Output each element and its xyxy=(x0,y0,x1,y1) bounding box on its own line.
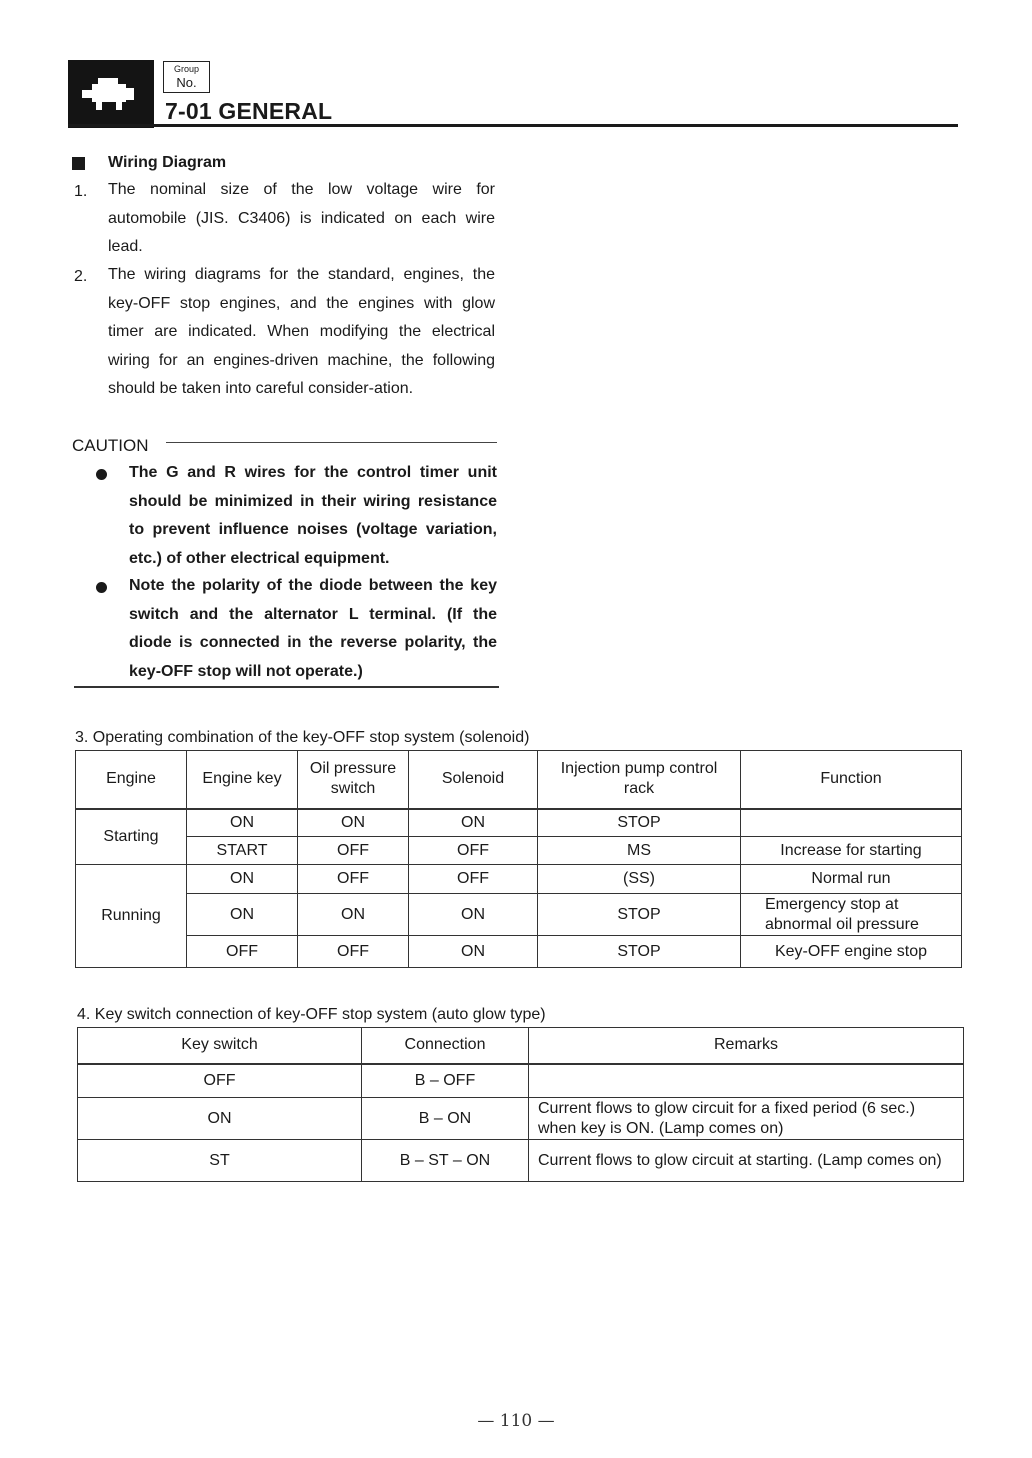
rack-cell: STOP xyxy=(538,809,741,837)
caution-bullet-text: Note the polarity of the diode between the key switch and the alternator L terminal. (If the diode is connected in the reverse polarity, the key-OFF stop will not operate.) xyxy=(129,577,497,680)
group-number-box xyxy=(163,61,210,93)
group-label: Group xyxy=(173,64,199,74)
table-row xyxy=(78,1098,964,1140)
item-number: 2. xyxy=(74,268,88,285)
rack-cell: (SS) xyxy=(538,865,741,894)
header-cell: Key switch xyxy=(78,1028,362,1064)
oil-cell: OFF xyxy=(298,837,409,865)
function-cell: Increase for starting xyxy=(741,837,962,865)
header-cell: Remarks xyxy=(529,1028,964,1064)
caution-bottom-rule xyxy=(74,686,499,688)
key-cell: START xyxy=(187,837,298,865)
key-cell: OFF xyxy=(187,936,298,968)
key-cell: ON xyxy=(187,894,298,936)
item-text: The nominal size of the low voltage wire for automobile (JIS. C3406) is indicated on each wire lead. xyxy=(108,181,495,255)
oil-cell: ON xyxy=(298,809,409,837)
table-row xyxy=(76,809,962,837)
square-bullet-icon xyxy=(72,157,85,170)
title-rule xyxy=(68,124,958,127)
function-cell xyxy=(741,809,962,837)
function-cell: Key-OFF engine stop xyxy=(741,936,962,968)
oil-cell: OFF xyxy=(298,936,409,968)
header-cell: Injection pump control rack xyxy=(538,751,741,809)
rack-cell: MS xyxy=(538,837,741,865)
header-cell: Engine xyxy=(76,751,187,809)
table1-caption: 3. Operating combination of the key-OFF stop system (solenoid) xyxy=(75,729,530,746)
table-row xyxy=(76,837,962,865)
section-heading: Wiring Diagram xyxy=(108,154,227,171)
connection-cell: B – ST – ON xyxy=(362,1140,529,1182)
solenoid-cell: ON xyxy=(409,809,538,837)
rack-cell: STOP xyxy=(538,894,741,936)
group-logo xyxy=(68,60,154,128)
header-cell: Connection xyxy=(362,1028,529,1064)
remarks-cell: Current flows to glow circuit at starting. (Lamp comes on) xyxy=(529,1140,964,1182)
table-row xyxy=(76,865,962,894)
solenoid-cell: ON xyxy=(409,936,538,968)
engine-cell: Running xyxy=(76,865,187,968)
caution-bullet-text: The G and R wires for the control timer unit should be minimized in their wiring resistance to prevent influence noises (voltage variation, etc.) of other electrical equipment. xyxy=(129,464,497,567)
connection-cell: B – ON xyxy=(362,1098,529,1140)
bullet-icon xyxy=(96,469,107,480)
operating-combination-table xyxy=(75,750,962,968)
solenoid-cell: OFF xyxy=(409,837,538,865)
header-cell: Function xyxy=(741,751,962,809)
rack-cell: STOP xyxy=(538,936,741,968)
item-number: 1. xyxy=(74,183,88,200)
item-text: The wiring diagrams for the standard, engines, the key-OFF stop engines, and the engines with glow timer are indicated. When modifying the electrical wiring for an engines-driven machine, the following should be taken into careful consider-ation. xyxy=(108,266,495,397)
engine-cell: Starting xyxy=(76,809,187,865)
caution-rule xyxy=(166,442,497,443)
key-cell: ON xyxy=(187,809,298,837)
header-cell: Engine key xyxy=(187,751,298,809)
solenoid-cell: OFF xyxy=(409,865,538,894)
remarks-cell: Current flows to glow circuit for a fixed period (6 sec.) when key is ON. (Lamp comes on) xyxy=(529,1098,964,1140)
bullet-icon xyxy=(96,582,107,593)
header-cell: Oil pressure switch xyxy=(298,751,409,809)
oil-cell: ON xyxy=(298,894,409,936)
table2-caption: 4. Key switch connection of key-OFF stop system (auto glow type) xyxy=(77,1006,546,1023)
key-cell: ON xyxy=(187,865,298,894)
table-row xyxy=(78,1140,964,1182)
page-title: 7-01 GENERAL xyxy=(165,98,333,124)
header-cell: Solenoid xyxy=(409,751,538,809)
solenoid-cell: ON xyxy=(409,894,538,936)
connection-cell: B – OFF xyxy=(362,1064,529,1098)
table-row xyxy=(78,1064,964,1098)
function-cell: Emergency stop at abnormal oil pressure xyxy=(741,894,962,936)
no-label: No. xyxy=(176,75,197,90)
remarks-cell xyxy=(529,1064,964,1098)
key-cell: ST xyxy=(78,1140,362,1182)
engine-icon xyxy=(76,70,146,118)
oil-cell: OFF xyxy=(298,865,409,894)
table-row xyxy=(76,936,962,968)
table-row xyxy=(76,894,962,936)
caution-label: CAUTION xyxy=(72,436,149,455)
key-cell: OFF xyxy=(78,1064,362,1098)
key-cell: ON xyxy=(78,1098,362,1140)
key-switch-connection-table xyxy=(77,1027,964,1182)
page-number: — 110 — xyxy=(477,1411,555,1431)
function-cell: Normal run xyxy=(741,865,962,894)
